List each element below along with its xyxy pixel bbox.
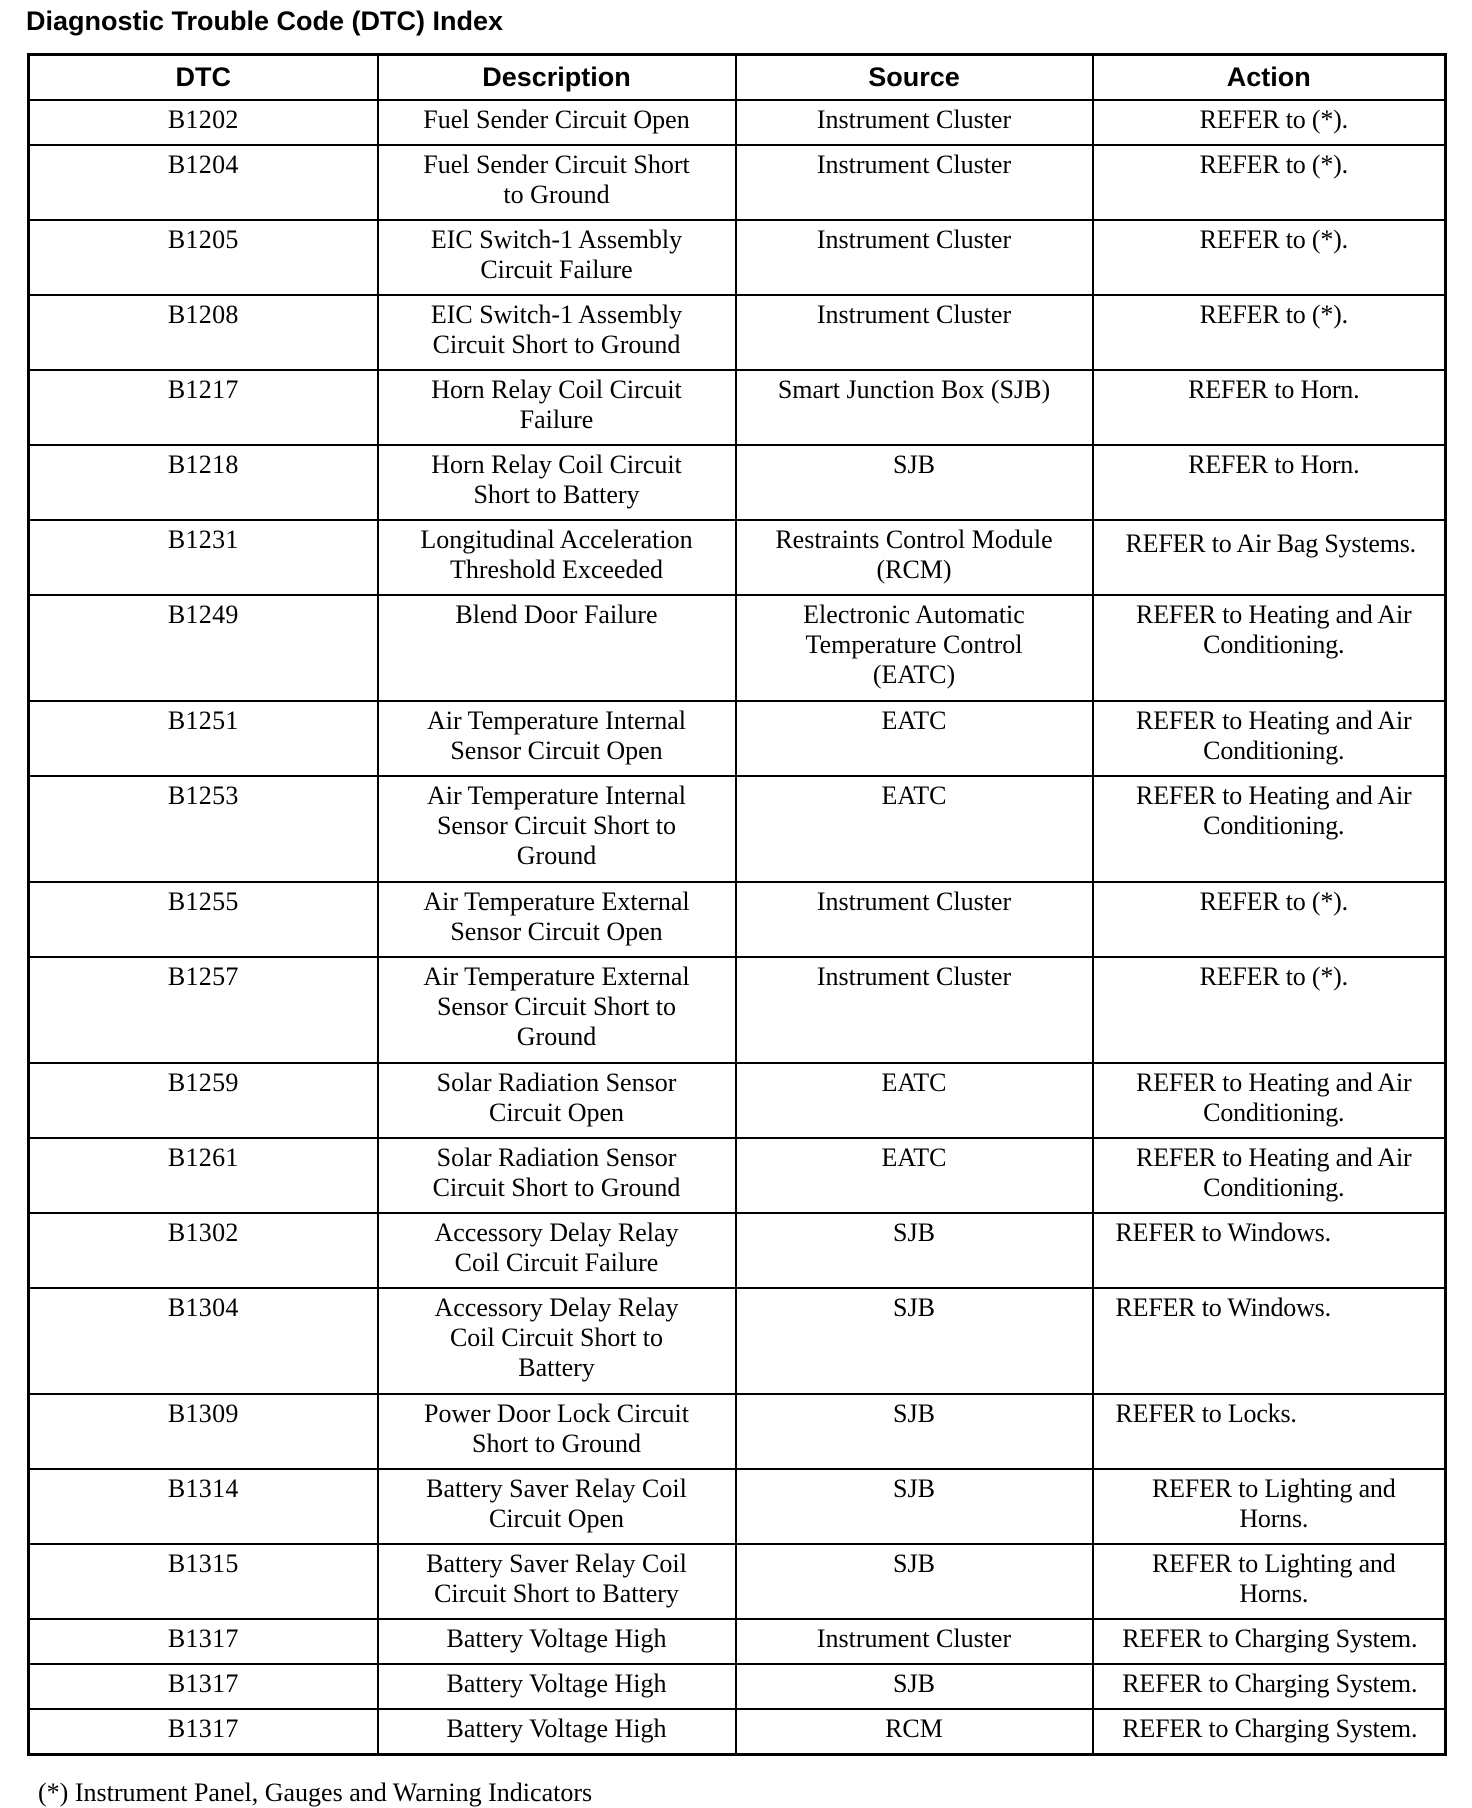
footnote: (*) Instrument Panel, Gauges and Warning Indicators [38, 1778, 593, 1807]
table-row [29, 370, 1446, 445]
dtc-code: B1217 [29, 370, 378, 445]
table-row [29, 776, 1446, 882]
dtc-description: Air Temperature Internal Sensor Circuit Open [378, 701, 736, 776]
table-row [29, 1709, 1446, 1754]
table-row [29, 1664, 1446, 1709]
table-row [29, 1469, 1446, 1544]
dtc-action: REFER to Windows. [1093, 1213, 1446, 1288]
table-row [29, 100, 1446, 145]
dtc-action: REFER to Charging System. [1093, 1709, 1446, 1754]
column-header-action: Action [1093, 55, 1446, 101]
dtc-source: EATC [736, 1138, 1093, 1213]
dtc-source: SJB [736, 1664, 1093, 1709]
dtc-description: Battery Voltage High [378, 1664, 736, 1709]
dtc-description: Fuel Sender Circuit Short to Ground [378, 145, 736, 220]
dtc-action: REFER to Locks. [1093, 1394, 1446, 1469]
dtc-source: Instrument Cluster [736, 220, 1093, 295]
dtc-source: Instrument Cluster [736, 882, 1093, 957]
dtc-code: B1231 [29, 520, 378, 595]
table-row [29, 220, 1446, 295]
table-row [29, 1213, 1446, 1288]
dtc-code: B1257 [29, 957, 378, 1063]
dtc-action: REFER to Heating and Air Conditioning. [1093, 1138, 1446, 1213]
dtc-code: B1317 [29, 1709, 378, 1754]
dtc-description: Battery Saver Relay Coil Circuit Open [378, 1469, 736, 1544]
dtc-action: REFER to Horn. [1093, 370, 1446, 445]
dtc-source: Restraints Control Module (RCM) [736, 520, 1093, 595]
dtc-action: REFER to Air Bag Systems. [1093, 520, 1446, 595]
dtc-description: Air Temperature Internal Sensor Circuit Short to Ground [378, 776, 736, 882]
dtc-action: REFER to (*). [1093, 882, 1446, 957]
dtc-description: Longitudinal Acceleration Threshold Exceeded [378, 520, 736, 595]
dtc-action: REFER to (*). [1093, 145, 1446, 220]
table-row [29, 1288, 1446, 1394]
table-row [29, 595, 1446, 701]
dtc-action: REFER to Lighting and Horns. [1093, 1469, 1446, 1544]
dtc-description: EIC Switch-1 Assembly Circuit Failure [378, 220, 736, 295]
dtc-source: Instrument Cluster [736, 1619, 1093, 1664]
dtc-description: Solar Radiation Sensor Circuit Open [378, 1063, 736, 1138]
dtc-action: REFER to Charging System. [1093, 1619, 1446, 1664]
table-row [29, 1544, 1446, 1619]
dtc-code: B1253 [29, 776, 378, 882]
dtc-source: EATC [736, 1063, 1093, 1138]
dtc-source: SJB [736, 1469, 1093, 1544]
dtc-action: REFER to (*). [1093, 295, 1446, 370]
dtc-description: Accessory Delay Relay Coil Circuit Short to Battery [378, 1288, 736, 1394]
dtc-source: Instrument Cluster [736, 100, 1093, 145]
dtc-description: EIC Switch-1 Assembly Circuit Short to Ground [378, 295, 736, 370]
dtc-source: Instrument Cluster [736, 957, 1093, 1063]
dtc-source: EATC [736, 776, 1093, 882]
dtc-code: B1204 [29, 145, 378, 220]
dtc-action: REFER to Lighting and Horns. [1093, 1544, 1446, 1619]
column-header-description: Description [378, 55, 736, 101]
dtc-action: REFER to (*). [1093, 100, 1446, 145]
dtc-code: B1309 [29, 1394, 378, 1469]
dtc-description: Accessory Delay Relay Coil Circuit Failure [378, 1213, 736, 1288]
dtc-source: SJB [736, 1213, 1093, 1288]
dtc-code: B1314 [29, 1469, 378, 1544]
dtc-description: Blend Door Failure [378, 595, 736, 701]
dtc-source: SJB [736, 1394, 1093, 1469]
dtc-description: Solar Radiation Sensor Circuit Short to Ground [378, 1138, 736, 1213]
column-header-dtc: DTC [29, 55, 378, 101]
dtc-action: REFER to Heating and Air Conditioning. [1093, 1063, 1446, 1138]
dtc-action: REFER to (*). [1093, 957, 1446, 1063]
table-row [29, 957, 1446, 1063]
dtc-source: Instrument Cluster [736, 145, 1093, 220]
dtc-source: SJB [736, 445, 1093, 520]
dtc-source: EATC [736, 701, 1093, 776]
dtc-index-table [27, 53, 1447, 1756]
dtc-source: Instrument Cluster [736, 295, 1093, 370]
dtc-code: B1218 [29, 445, 378, 520]
dtc-source: SJB [736, 1544, 1093, 1619]
dtc-action: REFER to Charging System. [1093, 1664, 1446, 1709]
dtc-code: B1249 [29, 595, 378, 701]
dtc-code: B1317 [29, 1619, 378, 1664]
dtc-description: Horn Relay Coil Circuit Short to Battery [378, 445, 736, 520]
dtc-code: B1202 [29, 100, 378, 145]
dtc-source: Electronic Automatic Temperature Control (EATC) [736, 595, 1093, 701]
table-header-row [29, 55, 1446, 101]
dtc-description: Battery Voltage High [378, 1709, 736, 1754]
table-row [29, 445, 1446, 520]
dtc-action: REFER to Horn. [1093, 445, 1446, 520]
dtc-code: B1261 [29, 1138, 378, 1213]
table-row [29, 1063, 1446, 1138]
dtc-description: Air Temperature External Sensor Circuit Short to Ground [378, 957, 736, 1063]
dtc-description: Power Door Lock Circuit Short to Ground [378, 1394, 736, 1469]
dtc-code: B1315 [29, 1544, 378, 1619]
page-title: Diagnostic Trouble Code (DTC) Index [26, 6, 504, 36]
table-row [29, 1394, 1446, 1469]
table-row [29, 520, 1446, 595]
dtc-code: B1259 [29, 1063, 378, 1138]
dtc-description: Battery Voltage High [378, 1619, 736, 1664]
dtc-code: B1304 [29, 1288, 378, 1394]
dtc-source: Smart Junction Box (SJB) [736, 370, 1093, 445]
table-row [29, 882, 1446, 957]
dtc-action: REFER to Heating and Air Conditioning. [1093, 701, 1446, 776]
table-row [29, 701, 1446, 776]
dtc-code: B1255 [29, 882, 378, 957]
dtc-code: B1317 [29, 1664, 378, 1709]
table-row [29, 145, 1446, 220]
dtc-code: B1251 [29, 701, 378, 776]
dtc-code: B1302 [29, 1213, 378, 1288]
dtc-source: SJB [736, 1288, 1093, 1394]
dtc-description: Fuel Sender Circuit Open [378, 100, 736, 145]
table-row [29, 1138, 1446, 1213]
dtc-action: REFER to Heating and Air Conditioning. [1093, 776, 1446, 882]
dtc-code: B1205 [29, 220, 378, 295]
dtc-description: Horn Relay Coil Circuit Failure [378, 370, 736, 445]
dtc-description: Battery Saver Relay Coil Circuit Short to Battery [378, 1544, 736, 1619]
column-header-source: Source [736, 55, 1093, 101]
dtc-action: REFER to Windows. [1093, 1288, 1446, 1394]
dtc-action: REFER to Heating and Air Conditioning. [1093, 595, 1446, 701]
dtc-code: B1208 [29, 295, 378, 370]
dtc-source: RCM [736, 1709, 1093, 1754]
dtc-action: REFER to (*). [1093, 220, 1446, 295]
table-row [29, 1619, 1446, 1664]
table-row [29, 295, 1446, 370]
dtc-description: Air Temperature External Sensor Circuit Open [378, 882, 736, 957]
